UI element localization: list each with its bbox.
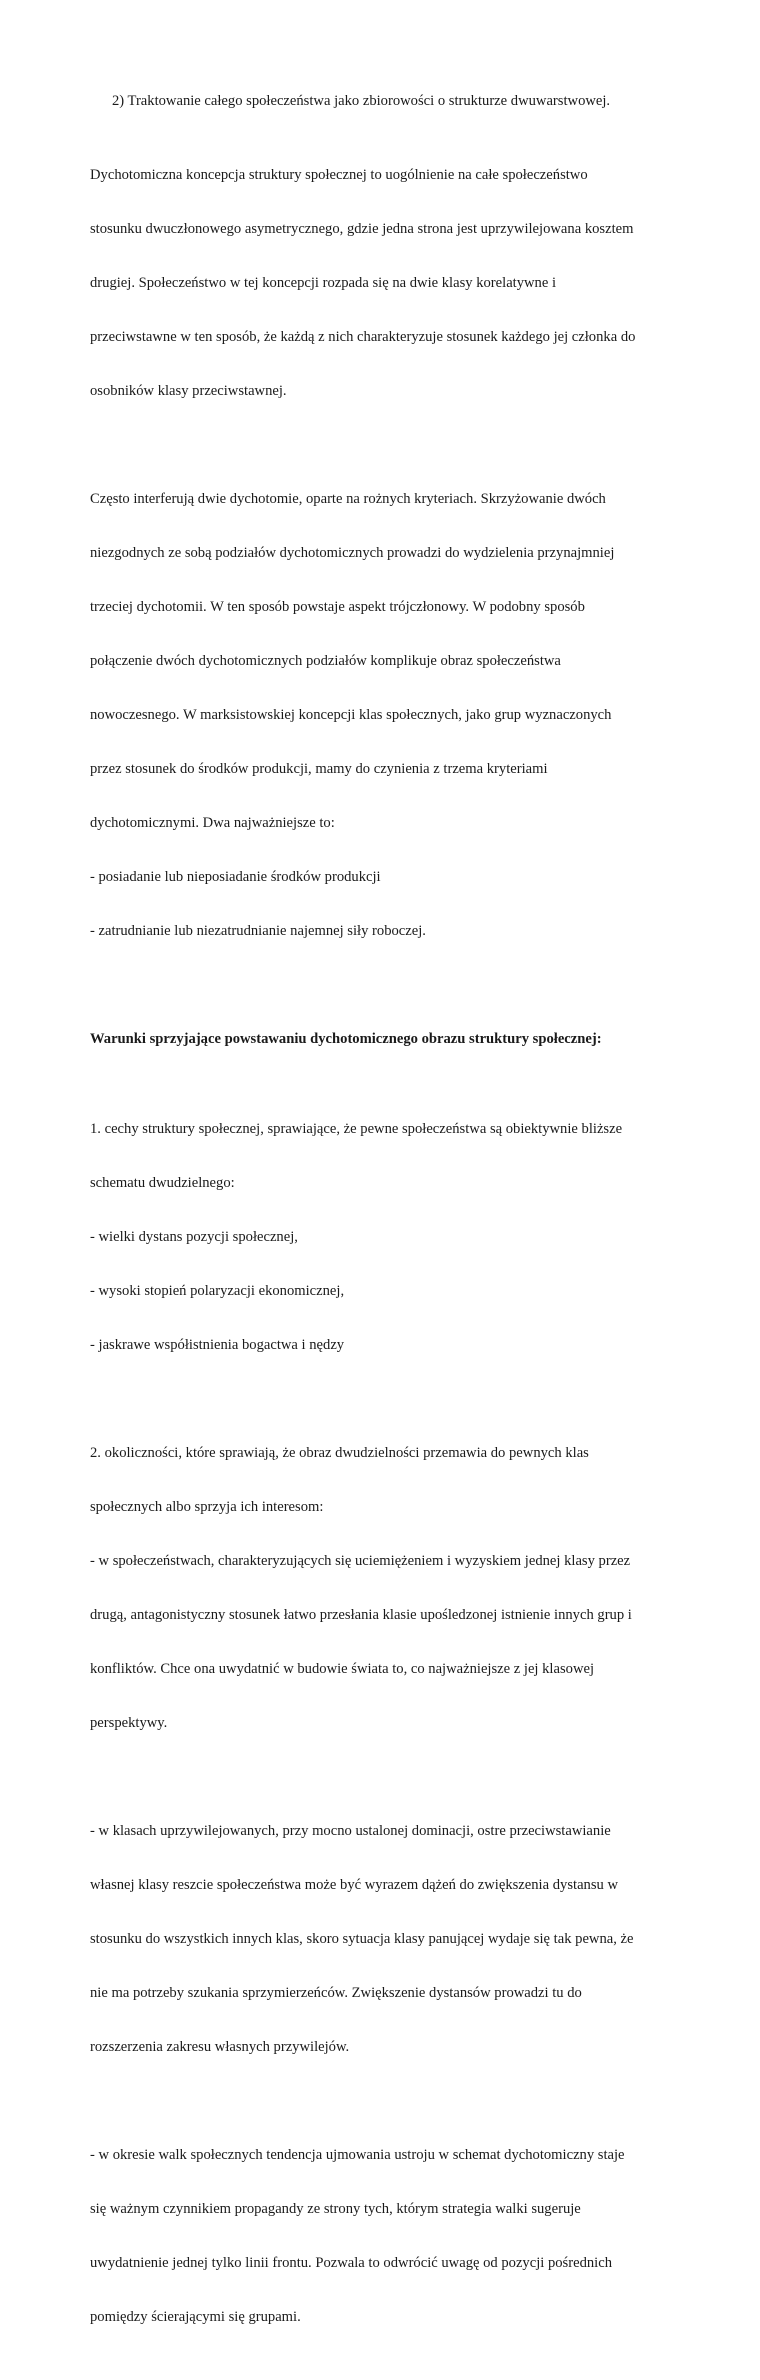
text-line: Często interferują dwie dychotomie, oparte na rożnych kryteriach. Skrzyżowanie dwóch (90, 491, 606, 507)
text-line: własnej klasy reszcie społeczeństwa może być wyrazem dążeń do zwiększenia dystansu w (90, 1877, 619, 1893)
paragraph-interfering-dichotomies (90, 454, 675, 976)
text-line: osobników klasy przeciwstawnej. (90, 383, 287, 399)
numbered-item-text: 2) Traktowanie całego społeczeństwa jako zbiorowości o strukturze dwuwarstwowej. (112, 93, 611, 109)
text-line: uwydatnienie jednej tylko linii frontu. Pozwala to odwrócić uwagę od pozycji pośrednich (90, 2255, 612, 2271)
text-line: - w klasach uprzywilejowanych, przy mocno ustalonej dominacji, ostre przeciwstawianie (90, 1823, 611, 1839)
text-line: drugiej. Społeczeństwo w tej koncepcji rozpada się na dwie klasy korelatywne i (90, 275, 557, 291)
text-line: perspektywy. (90, 1715, 168, 1731)
text-line: społecznych albo sprzyja ich interesom: (90, 1499, 324, 1515)
bullet-line: - jaskrawe współistnienia bogactwa i nędzy (90, 1337, 345, 1353)
text-line: schematu dwudzielnego: (90, 1175, 235, 1191)
text-line: dychotomicznymi. Dwa najważniejsze to: (90, 815, 335, 831)
text-line: Dychotomiczna koncepcja struktury społecznej to uogólnienie na całe społeczeństwo (90, 167, 588, 183)
paragraph-dichotomous-concept (90, 130, 675, 436)
text-line: rozszerzenia zakresu własnych przywilejów. (90, 2039, 350, 2055)
bullet-line: - wielki dystans pozycji społecznej, (90, 1229, 298, 1245)
paragraph-privileged-classes (90, 1786, 675, 2092)
paragraph-circumstances (90, 1408, 675, 1768)
paragraph-structure-features (90, 1084, 675, 1390)
section-conditions (90, 994, 675, 1084)
text-line: pomiędzy ścierającymi się grupami. (90, 2309, 301, 2325)
text-line: - w społeczeństwach, charakteryzujących się uciemiężeniem i wyzyskiem jednej klasy przez (90, 1553, 631, 1569)
text-line: się ważnym czynnikiem propagandy ze strony tych, którym strategia walki sugeruje (90, 2201, 581, 2217)
text-line: połączenie dwóch dychotomicznych podziałów komplikuje obraz społeczeństwa (90, 653, 561, 669)
bullet-line: - wysoki stopień polaryzacji ekonomicznej, (90, 1283, 345, 1299)
text-line: przez stosunek do środków produkcji, mamy do czynienia z trzema kryteriami (90, 761, 548, 777)
text-line: stosunku dwuczłonowego asymetrycznego, gdzie jedna strona jest uprzywilejowana kosztem (90, 221, 634, 237)
bullet-line: - posiadanie lub nieposiadanie środków produkcji (90, 869, 381, 885)
section-heading: Warunki sprzyjające powstawaniu dychotomicznego obrazu struktury społecznej: (90, 1031, 602, 1047)
text-line: trzeciej dychotomii. W ten sposób powstaje aspekt trójczłonowy. W podobny sposób (90, 599, 585, 615)
text-line: drugą, antagonistyczny stosunek łatwo przesłania klasie upośledzonej istnienie innych grup i (90, 1607, 632, 1623)
text-line: stosunku do wszystkich innych klas, skoro sytuacja klasy panującej wydaje się tak pewna, że (90, 1931, 634, 1947)
text-line: - w okresie walk społecznych tendencja ujmowania ustroju w schemat dychotomiczny staje (90, 2147, 625, 2163)
bullet-line: - zatrudnianie lub niezatrudnianie najemnej siły roboczej. (90, 923, 426, 939)
text-line: przeciwstawne w ten sposób, że każdą z nich charakteryzuje stosunek każdego jej członka do (90, 329, 636, 345)
text-line: 1. cechy struktury społecznej, sprawiające, że pewne społeczeństwa są obiektywnie bliższe (90, 1121, 623, 1137)
text-line: niezgodnych ze sobą podziałów dychotomicznych prowadzi do wydzielenia przynajmniej (90, 545, 615, 561)
numbered-item-2 (90, 92, 675, 110)
text-line: 2. okoliczności, które sprawiają, że obraz dwudzielności przemawia do pewnych klas (90, 1445, 589, 1461)
paragraph-social-struggles (90, 2110, 675, 2362)
text-line: konfliktów. Chce ona uwydatnić w budowie świata to, co najważniejsze z jej klasowej (90, 1661, 595, 1677)
document-body (90, 92, 675, 2380)
text-line: nowoczesnego. W marksistowskiej koncepcji klas społecznych, jako grup wyznaczonych (90, 707, 612, 723)
text-line: nie ma potrzeby szukania sprzymierzeńców. Zwiększenie dystansów prowadzi tu do (90, 1985, 582, 2001)
